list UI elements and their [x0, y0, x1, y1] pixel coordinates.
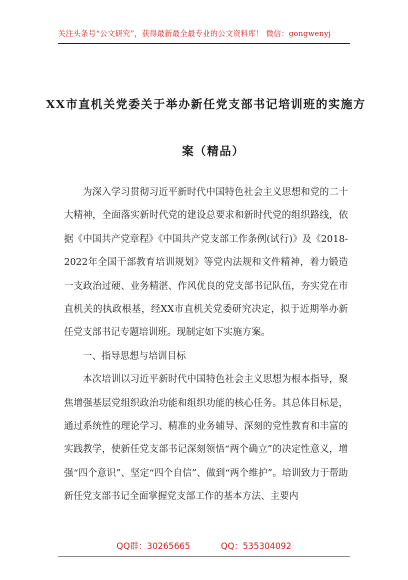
- body-paragraph: 为深入学习贯彻习近平新时代中国特色社会主义思想和党的二十大精神，全面落实新时代党的建设总要求和新时代党的组织路线，依据《中国共产党章程》《中国共产党支部工作条例(试行)》及《2018-2022年全国干部教育培训规划》等党内法规和文件精神，着力锻造一支政治过硬、业务精湛、作风优良的党支部书记队伍，夯实党在市直机关的执政根基，经XX市直机关党委研究决定，拟于近期举办新任党支部书记专题培训班。现制定如下实施方案。: [64, 187, 348, 339]
- page-footer: [0, 540, 408, 552]
- header-text: 关注头条号“公文研究”，获得最新最全最专业的公文资料库！ 微信：gongwenyj: [58, 29, 331, 38]
- page-header: [58, 28, 350, 44]
- section-heading: 一、指导思想与培训目标: [82, 350, 186, 362]
- footer-qq-group: QQ群：30265665: [116, 542, 191, 552]
- document-title-line-1: XX市直机关党委关于举办新任党支部书记培训班的实施方: [46, 97, 366, 111]
- document-title-line-2: 案（精品）: [182, 144, 245, 158]
- body-paragraph: 本次培训以习近平新时代中国特色社会主义思想为根本指导，聚焦增强基层党组织政治功能和组织功能的核心任务。其总体目标是，通过系统性的理论学习、精准的业务辅导、深刻的党性教育和丰富的实践教学，使新任党支部书记深刻领悟“两个确立”的决定性意义，增强“四个意识”、坚定“四个自信”、做到“两个维护”。培训致力于帮助新任党支部书记全面掌握党支部工作的基本方法、主要内: [64, 374, 348, 503]
- document-body: [64, 181, 348, 509]
- footer-divider: [58, 556, 350, 557]
- footer-qq: QQ：535304092: [220, 542, 292, 552]
